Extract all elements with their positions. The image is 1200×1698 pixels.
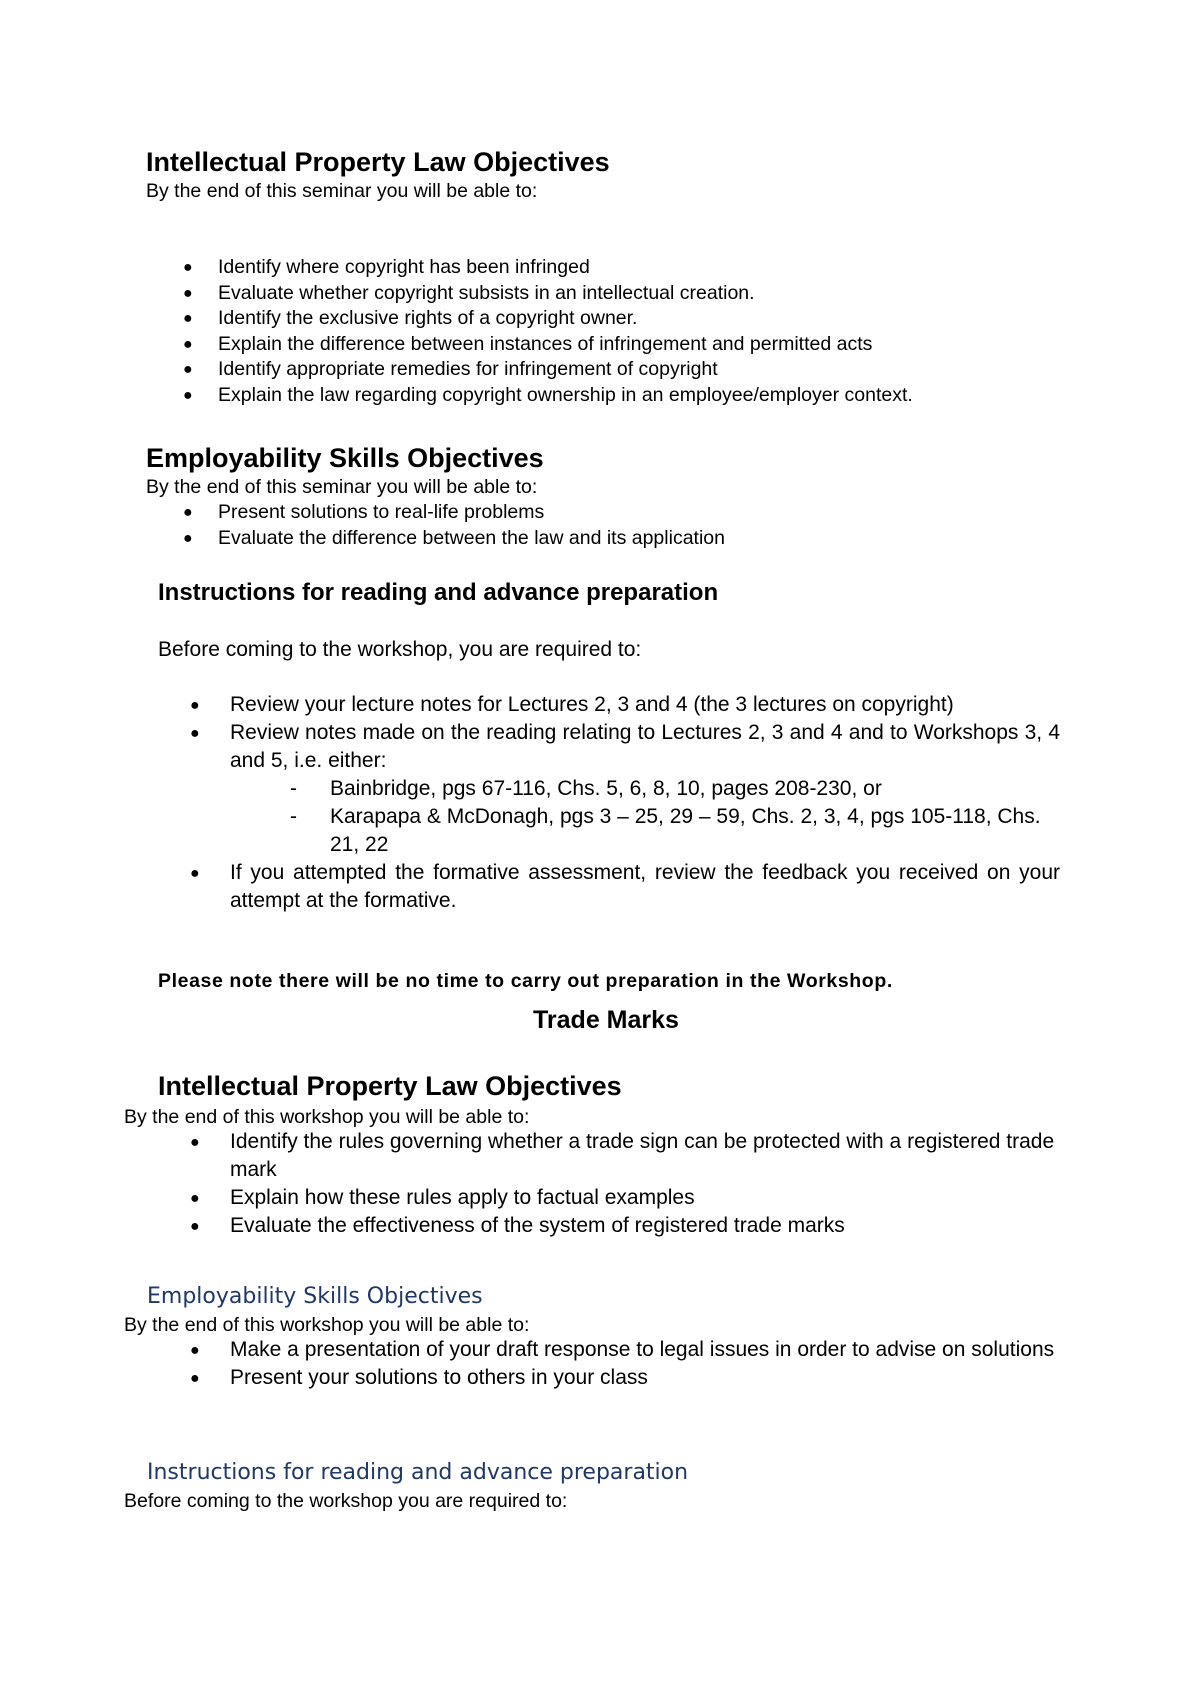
sub-list-item: - Karapapa & McDonagh, pgs 3 – 25, 29 – 59, Chs. 2, 3, 4, pgs 105-118, Chs. 21, 22 [290, 805, 1041, 856]
preparation-note: Please note there will be no time to carry out preparation in the Workshop. [158, 970, 893, 992]
trade-marks-title: Trade Marks [533, 1006, 679, 1034]
copyright-ipl-section [146, 146, 1106, 204]
copyright-prep-intro: Before coming to the workshop, you are required to: [158, 638, 642, 661]
list-item: ● Explain the difference between instances of infringement and permitted acts [146, 332, 1106, 358]
section-heading: Employability Skills Objectives [146, 443, 544, 473]
dash-marker: - [290, 777, 297, 800]
bullet-icon: ● [183, 361, 193, 379]
section-heading: Intellectual Property Law Objectives [146, 147, 610, 177]
copyright-emp-list [146, 500, 1106, 551]
tm-emp-heading: Employability Skills Objectives [147, 1284, 483, 1309]
list-item: ● Identify the exclusive rights of a copyright owner. [146, 306, 1106, 332]
bullet-icon: ● [183, 335, 193, 353]
tm-ipl-heading: Intellectual Property Law Objectives [158, 1071, 622, 1101]
section-intro: By the end of this seminar you will be able to: [146, 476, 538, 498]
bullet-icon: ● [190, 1370, 200, 1387]
list-item: ● If you attempted the formative assessment, review the feedback you received on your attempt at the formative. [190, 861, 1060, 912]
bullet-icon: ● [183, 310, 193, 328]
list-item: ● Present your solutions to others in your class [158, 1364, 1060, 1392]
list-item: ● Evaluate the difference between the law and its application [146, 526, 1106, 552]
list-item: ● Make a presentation of your draft response to legal issues in order to advise on solutions [158, 1336, 1060, 1364]
tm-emp-intro: By the end of this workshop you will be able to: [124, 1314, 530, 1336]
bullet-icon: ● [183, 504, 193, 521]
sub-list-item: - Bainbridge, pgs 67-116, Chs. 5, 6, 8, 10, pages 208-230, or [158, 775, 1060, 803]
tm-emp-list [158, 1336, 1060, 1392]
bullet-icon: ● [183, 386, 193, 404]
bullet-icon: ● [190, 1342, 200, 1359]
list-item: ● Identify where copyright has been infringed [146, 255, 1106, 281]
list-item: ● Evaluate whether copyright subsists in an intellectual creation. [146, 281, 1106, 307]
tm-prep-heading: Instructions for reading and advance preparation [147, 1460, 689, 1485]
tm-ipl-intro: By the end of this workshop you will be able to: [124, 1106, 530, 1128]
bullet-icon: ● [190, 1218, 200, 1235]
list-item: ● Present solutions to real-life problems [146, 500, 1106, 526]
bullet-icon: ● [190, 865, 200, 882]
tm-ipl-list [158, 1128, 1060, 1240]
list-item: ● Review notes made on the reading relating to Lectures 2, 3 and 4 and to Workshops 3, 4 and 5, i.e. either: [190, 721, 1060, 772]
list-item: ● Identify the rules governing whether a trade sign can be protected with a registered trade mark [190, 1130, 1055, 1181]
list-item: ● Identify appropriate remedies for infringement of copyright [146, 357, 1106, 383]
copyright-emp-section [146, 442, 1106, 500]
tm-prep-intro: Before coming to the workshop you are required to: [124, 1490, 568, 1512]
copyright-prep-list [158, 691, 1060, 915]
bullet-icon: ● [190, 1134, 200, 1151]
bullet-icon: ● [190, 725, 200, 742]
dash-marker: - [290, 805, 297, 828]
list-item: ● Explain the law regarding copyright ownership in an employee/employer context. [146, 383, 1106, 409]
list-item: ● Evaluate the effectiveness of the system of registered trade marks [158, 1212, 1060, 1240]
bullet-icon: ● [190, 1190, 200, 1207]
bullet-icon: ● [183, 259, 193, 276]
bullet-icon: ● [183, 284, 193, 302]
copyright-prep-heading: Instructions for reading and advance preparation [158, 579, 719, 606]
list-item: ● Review your lecture notes for Lectures 2, 3 and 4 (the 3 lectures on copyright) [158, 691, 1060, 719]
section-intro: By the end of this seminar you will be able to: [146, 180, 538, 202]
bullet-icon: ● [183, 529, 193, 547]
list-item: ● Explain how these rules apply to factual examples [158, 1184, 1060, 1212]
bullet-icon: ● [190, 697, 200, 714]
copyright-ipl-list [146, 255, 1106, 409]
